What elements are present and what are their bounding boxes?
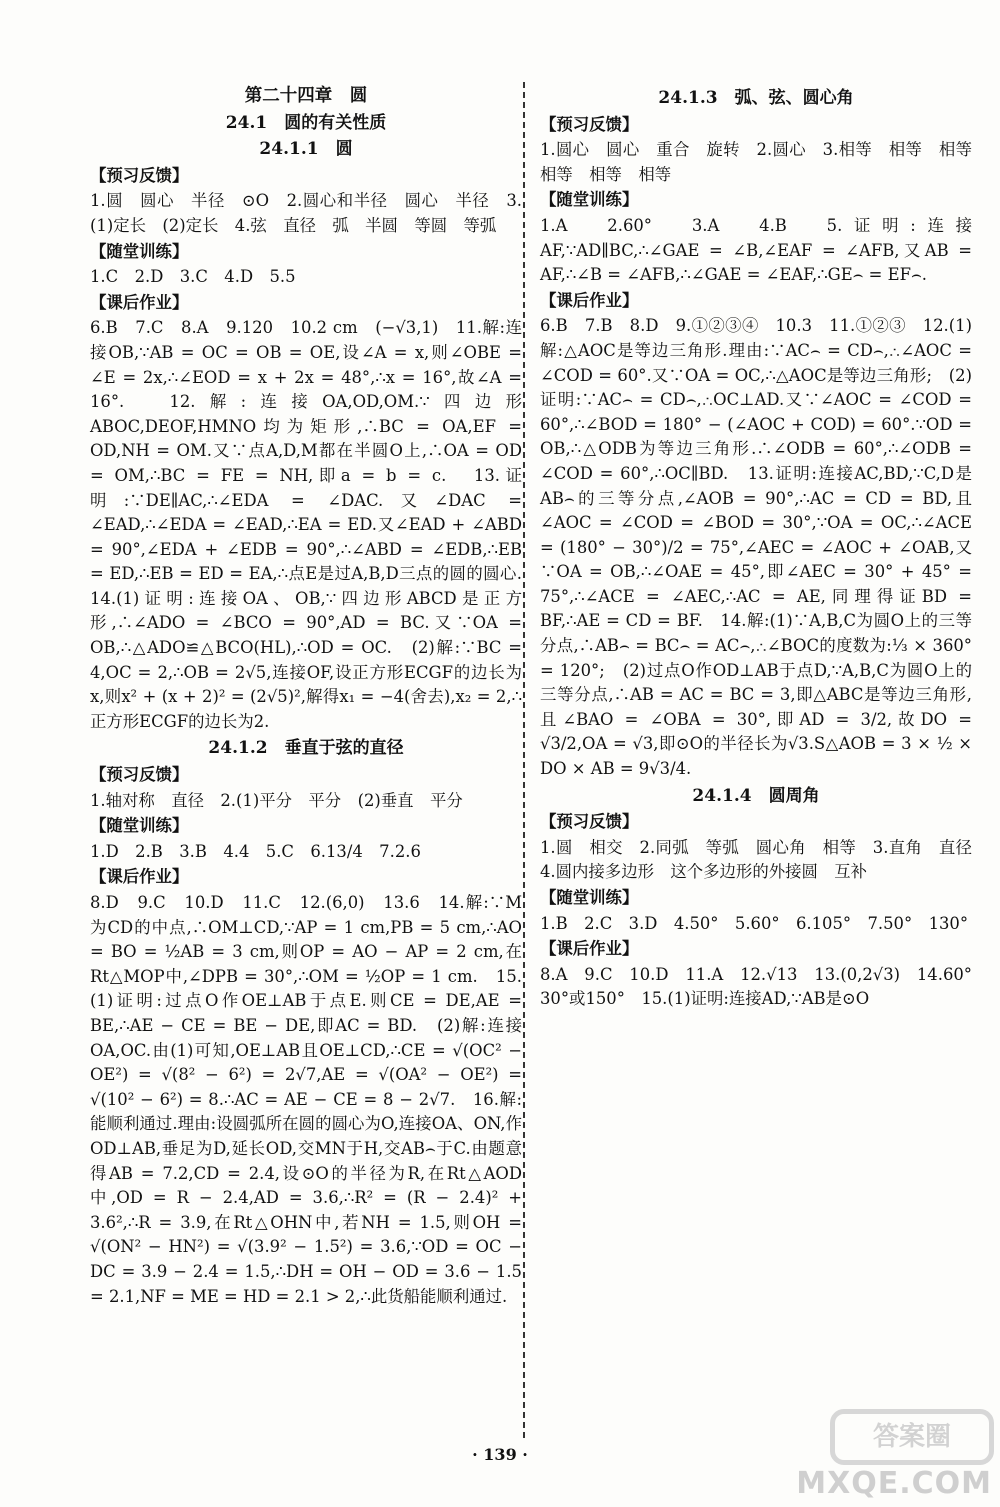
answers-homework: 6.B 7.B 8.D 9.①②③④ 10.3 11.①②③ 12.(1)解:△AOC是等边三角形.理由:∵AC⌢ = CD⌢,∴∠AOC = ∠COD = 60°.又∵OA = OC,∴△AOC是等边三角形; (2)证明:∵AC⌢ = CD⌢,∴OC⊥AD.又∵∠AOC = ∠COD = 60°,∴∠BOD = 180° − (∠AOC + COD) = 60°.∵OD = OB,∴△ODB为等边三角形.∴∠ODB = 60°,∴∠ODB = ∠COD = 60°,∴OC∥BD. 13.证明:连接AC,BD,∵C,D是AB⌢的三等分点,∠AOB = 90°,∴AC = CD = BD,且∠AOC = ∠COD = ∠BOD = 30°,∵OA = OC,∴∠ACE = (180° − 30°)/2 = 75°,∠AEC = ∠AOC + ∠OAB,又∵OA = OB,∴∠OAE = 45°,即∠AEC = 30° + 45° = 75°,∴∠ACE = ∠AEC,∴AC = AE,同理得证BD = BF,∴AE = CD = BF. 14.解:(1)∵A,B,C为圆O上的三等分点,∴AB⌢ = BC⌢ = AC⌢,∴∠BOC的度数为:⅓ × 360° = 120°; (2)过点O作OD⊥AB于点D,∵A,B,C为圆O上的三等分点,∴AB = AC = BC = 3,即△ABC是等边三角形,且∠BAO = ∠OBA = 30°,即AD = 3/2,故DO = √3/2,OA = √3,即⊙O的半径长为√3.S△AOB = 3 × ½ × DO × AB = 9√3/4. (540, 316, 972, 779)
answers-homework: 6.B 7.C 8.A 9.120 10.2 cm (−√3,1) 11.解:连接OB,∵AB = OC = OB = OE,设∠A = x,则∠OBE = ∠E = 2x,∴∠EOD = x + 2x = 48°,∴x = 16°,故∠A = 16°. 12.解:连接OA,OD,OM.∵四边形ABOC,DEOF,HMNO均为矩形,∴BC = OA,EF = OD,NH = OM.又∵点A,D,M都在半圆O上,∴OA = OD = OM,∴BC = FE = NH,即a = b = c. 13.证明:∵DE∥AC,∴∠EDA = ∠DAC.又∠DAC = ∠EAD,∴∠EDA = ∠EAD,∴EA = ED.又∠EAD + ∠ABD = 90°,∠EDA + ∠EDB = 90°,∴∠ABD = ∠EDB,∴EB = ED,∴EB = ED = EA,∴点E是过A,B,D三点的圆的圆心. 14.(1)证明:连接OA、OB,∵四边形ABCD是正方形,∴∠ADO = ∠BCO = 90°,AD = BC.又∵OA = OB,∴△ADO≌△BCO(HL),∴OD = OC. (2)解:∵BC = 4,OC = 2,∴OB = 2√5,连接OF,设正方形ECGF的边长为x,则x² + (x + 2)² = (2√5)²,解得x₁ = −4(舍去),x₂ = 2,∴正方形ECGF的边长为2. (90, 318, 539, 731)
tag-homework: 【课后作业】 (540, 939, 639, 959)
answers-preview: 1.圆心 圆心 重合 旋转 2.圆心 3.相等 相等 相等 相等 相等 相等 (540, 140, 989, 184)
answers-class: 1.A 2.60° 3.A 4.B 5.证明:连接AF,∵AD∥BC,∴∠GAE = ∠B,∠EAF = ∠AFB,又AB = AF,∴∠B = ∠AFB,∴∠GAE = ∠EAF,∴GE⌢ = EF⌢. (540, 215, 972, 285)
watermark-badge (830, 1409, 994, 1465)
answers-class: 1.B 2.C 3.D 4.50° 5.60° 6.105° 7.50° 130° (540, 913, 969, 933)
section-title: 24.1 圆的有关性质 (225, 112, 387, 133)
answers-preview: 1.圆 相交 2.同弧 等弧 圆心角 相等 3.直角 直径 4.圆内接多边形 这个多边形的外接圆 互补 (540, 837, 989, 882)
column-divider (523, 82, 525, 1438)
tag-preview: 【预习反馈】 (540, 114, 639, 134)
tag-homework: 【课后作业】 (90, 867, 189, 887)
answers-class: 1.C 2.D 3.C 4.D 5.5 (90, 267, 296, 287)
subsection-title: 24.1.4 圆周角 (692, 785, 820, 806)
answers-homework: 8.A 9.C 10.D 11.A 12.√13 13.(0,2√3) 14.60° 30°或150° 15.(1)证明:连接AD,∵AB是⊙O (540, 964, 989, 1009)
left-column (90, 84, 539, 1309)
tag-homework: 【课后作业】 (540, 290, 639, 310)
answers-preview: 1.圆 圆心 半径 ⊙O 2.圆心和半径 圆心 半径 3.(1)定长 (2)定长 4.弦 直径 弧 半圆 等圆 等弧 (90, 191, 522, 235)
watermark-text-top: 答案圈 (830, 1409, 994, 1465)
tag-preview: 【预习反馈】 (90, 165, 189, 185)
watermark-logo (796, 1409, 994, 1501)
right-column (540, 84, 989, 1012)
answers-class: 1.D 2.B 3.B 4.4 5.C 6.13/4 7.2.6 (90, 841, 421, 861)
subsection-title: 24.1.1 圆 (259, 139, 353, 160)
tag-class: 【随堂训练】 (540, 190, 639, 210)
answers-homework: 8.D 9.C 10.D 11.C 12.(6,0) 13.6 14.解:∵M为CD的中点,∴OM⊥CD,∵AP = 1 cm,PB = 5 cm,∴AO = BO = ½AB = 3 cm,则OP = AO − AP = 2 cm,在Rt△MOP中,∠DPB = 30°,∴OM = ½OP = 1 cm. 15.(1)证明:过点O作OE⊥AB于点E.则CE = DE,AE = BE,∴AE − CE = BE − DE,即AC = BD. (2)解:连接OA,OC.由(1)可知,OE⊥AB且OE⊥CD,∴CE = √(OC² − OE²) = √(8² − 6²) = 2√7,AE = √(OA² − OE²) = √(10² − 6²) = 8.∴AC = AE − CE = 8 − 2√7. 16.解:能顺利通过.理由:设圆弧所在圆的圆心为O,连接OA、ON,作OD⊥AB,垂足为D,延长OD,交MN于H,交AB⌢于C.由题意得AB = 7.2,CD = 2.4,设⊙O的半径为R,在Rt△AOD中,OD = R − 2.4,AD = 3.6,∴R² = (R − 2.4)² + 3.6²,∴R = 3.9,在Rt△OHN中,若NH = 1.5,则OH = √(ON² − HN²) = √(3.9² − 1.5²) = 3.6,∵OD = OC − DC = 3.9 − 2.4 = 1.5,∴DH = OH − OD = 3.6 − 1.5 = 2.1,NF = ME = HD = 2.1 > 2,∴此货船能顺利通过. (90, 893, 522, 1306)
chapter-title: 第二十四章 圆 (244, 86, 368, 106)
tag-class: 【随堂训练】 (540, 888, 639, 907)
answers-preview: 1.轴对称 直径 2.(1)平分 平分 (2)垂直 平分 (90, 790, 463, 810)
watermark-text-bottom: MXQE.COM (796, 1466, 992, 1501)
subsection-title: 24.1.2 垂直于弦的直径 (208, 738, 404, 759)
tag-class: 【随堂训练】 (90, 816, 189, 836)
subsection-title: 24.1.3 弧、弦、圆心角 (658, 88, 854, 108)
tag-preview: 【预习反馈】 (90, 765, 189, 785)
tag-class: 【随堂训练】 (90, 241, 189, 261)
tag-preview: 【预习反馈】 (540, 812, 639, 832)
tag-homework: 【课后作业】 (90, 292, 189, 312)
page-number: · 139 · (472, 1445, 528, 1464)
